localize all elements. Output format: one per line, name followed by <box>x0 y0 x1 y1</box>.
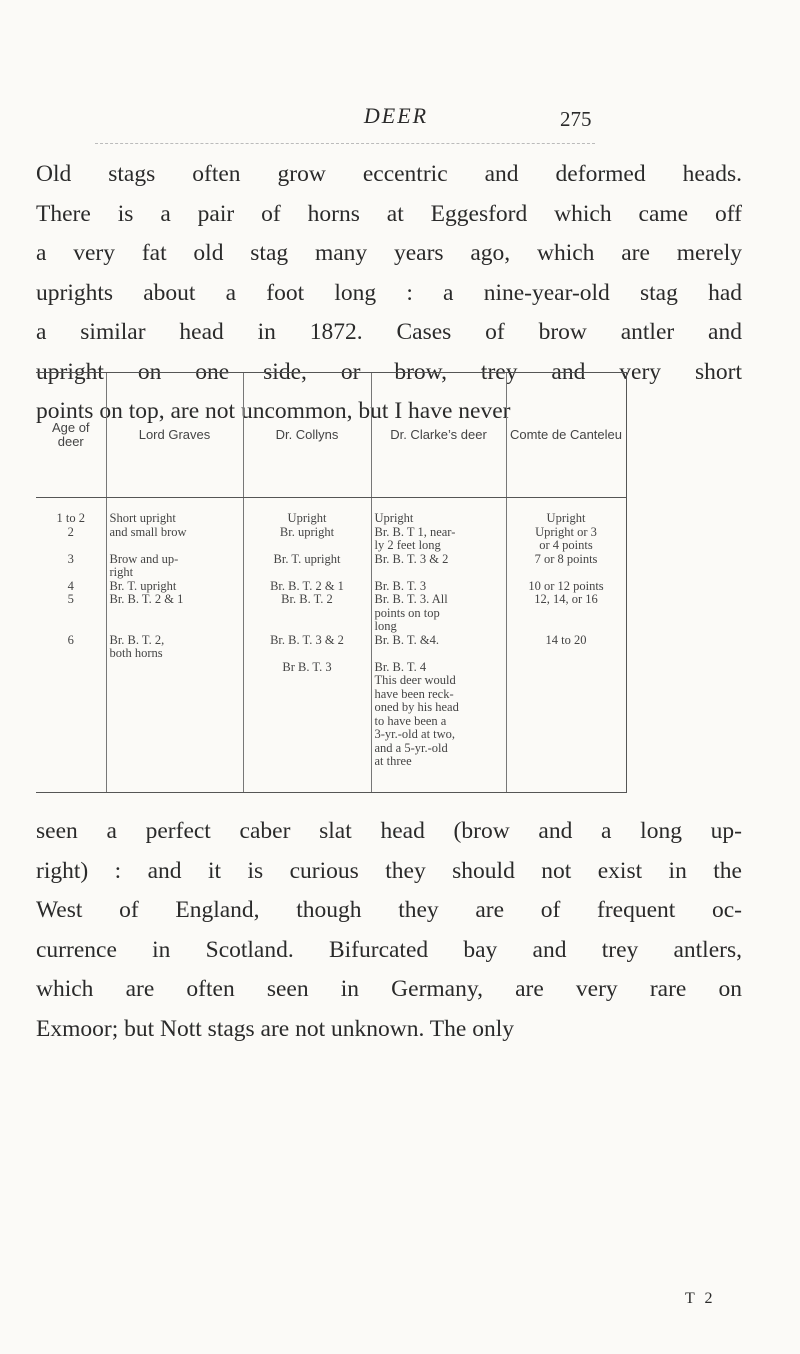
cell-text-line: long <box>374 619 397 633</box>
paragraph-bottom <box>36 812 742 1049</box>
cell-text-line <box>110 607 240 621</box>
cell-text-line: Br. B. T. 3 <box>374 578 427 593</box>
comte-de-canteleu-cell <box>506 498 626 793</box>
cell-text-line: 2 <box>67 524 74 539</box>
dr-collyns-cell <box>243 498 371 793</box>
cell-text-line: Br. B. T. 4 <box>374 659 427 674</box>
cell-text-line: Br. T. upright <box>273 551 341 566</box>
text-line: seen a perfect caber slat head (brow and a long up- <box>36 818 742 844</box>
text-line: uprights about a foot long : a nine-year-old stag had <box>36 279 742 306</box>
cell-text-line: and small brow <box>109 524 187 539</box>
cell-text-line <box>247 620 368 634</box>
cell-text-line: Br. T. upright <box>109 578 177 593</box>
cell-text-line <box>375 647 503 661</box>
cell-text-line: 3 <box>67 551 74 566</box>
cell-text-line <box>247 607 368 621</box>
cell-text-line: or 4 points <box>539 538 593 552</box>
cell-text-line: 14 to 20 <box>545 632 587 647</box>
text-line: currence in Scotland. Bifurcated bay and trey antlers, <box>36 936 742 963</box>
running-head <box>0 103 800 143</box>
cell-text-line: oned by his head <box>374 700 459 714</box>
cell-text-line: Br B. T. 3 <box>282 659 332 674</box>
text-line: upright on one side, or brow, trey and very short <box>36 358 742 385</box>
column-header: Dr. Clarke’s deer <box>371 373 506 498</box>
text-line: a very fat old stag many years ago, which are merely <box>36 240 742 266</box>
cell-text-line: Upright or 3 <box>535 524 597 539</box>
cell-text-line: Br. B. T. 2 & 1 <box>109 592 184 606</box>
cell-text-line: Upright <box>546 511 586 525</box>
cell-text-line: Br. B. T. 3. All <box>374 592 448 606</box>
text-line: West of England, though they are of frequent oc- <box>36 897 742 923</box>
cell-text-line <box>375 566 503 580</box>
cell-text-line <box>510 620 623 634</box>
cell-text-line: at three <box>374 754 412 768</box>
cell-text-line <box>39 607 103 621</box>
cell-text-line <box>110 539 240 553</box>
table-header-row <box>36 373 626 498</box>
cell-text-line: 5 <box>67 592 74 606</box>
antler-table <box>36 372 626 792</box>
dr-clarke-cell <box>371 498 506 793</box>
cell-text-line <box>39 539 103 553</box>
header-rule <box>95 143 595 144</box>
text-line: a similar head in 1872. Cases of brow antler and <box>36 319 742 345</box>
cell-text-line: to have been a <box>374 713 447 728</box>
cell-text-line: Br. B. T. 3 & 2 <box>374 551 449 566</box>
cell-text-line: Br. B. T. &4. <box>374 632 439 647</box>
running-title: DEER <box>363 103 429 128</box>
cell-text-line: 3-yr.-old at two, <box>374 727 456 741</box>
cell-text-line: This deer would <box>374 673 456 687</box>
cell-text-line <box>39 566 103 580</box>
cell-text-line: Br. B. T. 2, <box>109 632 165 647</box>
column-header: Lord Graves <box>106 373 243 498</box>
cell-text-line <box>247 539 368 553</box>
cell-text-line: 6 <box>67 632 74 647</box>
cell-text-line: and a 5-yr.-old <box>374 740 448 755</box>
cell-text-line: Br. upright <box>279 524 335 539</box>
cell-text-line: points on top <box>374 605 440 620</box>
cell-text-line: Br. B. T. 2 & 1 <box>270 578 344 593</box>
cell-text-line: Br. B. T. 2 <box>281 592 333 606</box>
cell-text-line: Br. B. T 1, near- <box>374 524 456 539</box>
text-line: which are often seen in Germany, are very rare on <box>36 976 742 1002</box>
text-line: points on top, are not uncommon, but I have never <box>36 398 511 424</box>
cell-text-line: Br. B. T. 3 & 2 <box>270 632 344 647</box>
cell-text-line <box>39 620 103 634</box>
cell-text-line: both horns <box>109 646 163 660</box>
cell-text-line: 10 or 12 points <box>528 578 604 593</box>
cell-text-line: 12, 14, or 16 <box>534 592 598 606</box>
cell-text-line <box>510 566 623 580</box>
cell-text-line <box>510 607 623 621</box>
cell-text-line: 7 or 8 points <box>534 551 598 566</box>
text-line: right) : and it is curious they should not exist in the <box>36 857 742 884</box>
signature-mark: T 2 <box>685 1290 716 1307</box>
cell-text-line: Upright <box>287 511 327 525</box>
cell-text-line <box>247 566 368 580</box>
text-line: Exmoor; but Nott stags are not unknown. The only <box>36 1015 514 1042</box>
lord-graves-cell <box>106 498 243 793</box>
cell-text-line: 4 <box>67 578 74 593</box>
cell-text-line: Short upright <box>109 511 176 525</box>
cell-text-line <box>110 620 240 634</box>
cell-text-line: Upright <box>374 511 414 525</box>
cell-text-line: have been reck- <box>374 686 454 701</box>
text-line: There is a pair of horns at Eggesford which came off <box>36 200 742 227</box>
cell-text-line: right <box>109 565 134 579</box>
age-cell <box>36 498 106 793</box>
text-line: Old stags often grow eccentric and deformed heads. <box>36 161 742 187</box>
cell-text-line: Brow and up- <box>109 551 179 566</box>
cell-text-line <box>247 647 368 661</box>
cell-text-line: ly 2 feet long <box>374 538 441 552</box>
column-header: Dr. Collyns <box>243 373 371 498</box>
page-number: 275 <box>560 107 592 131</box>
cell-text-line: 1 to 2 <box>56 511 85 525</box>
table-row <box>36 498 626 793</box>
column-header: Comte de Canteleu <box>506 373 626 498</box>
column-header: Age of deer <box>36 373 106 498</box>
